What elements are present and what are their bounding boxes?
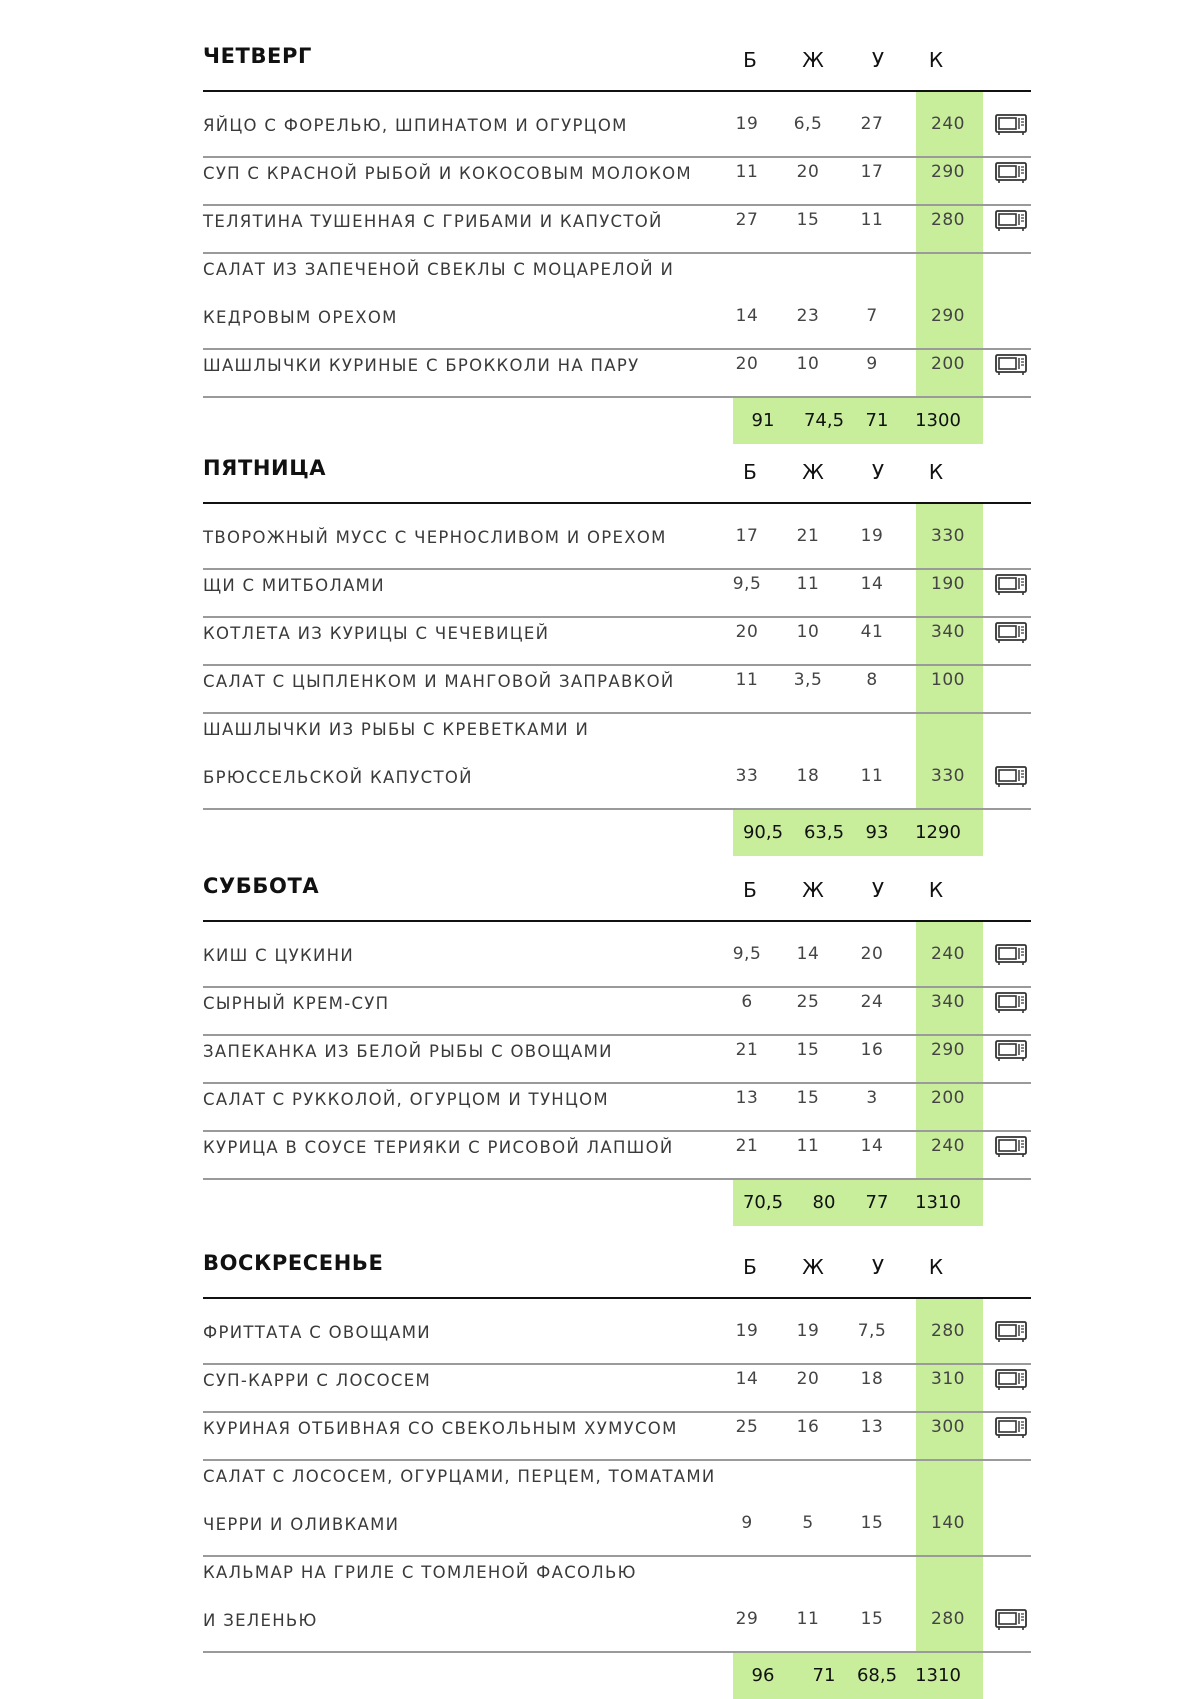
calories-value: 290: [931, 162, 965, 182]
microwave-icon: [995, 1321, 1027, 1343]
header-fat: Ж: [802, 460, 824, 484]
dish-name-line: ТВОРОЖНЫЙ МУСС С ЧЕРНОСЛИВОМ И ОРЕХОМ: [203, 528, 667, 547]
dish-row: [203, 1132, 1031, 1180]
fat-value: 14: [796, 944, 820, 964]
dish-name: [203, 198, 723, 246]
carbs-value: 7: [866, 306, 878, 326]
microwave-icon: [995, 992, 1027, 1014]
fat-value: 15: [796, 1040, 820, 1060]
dish-name: [203, 706, 723, 802]
microwave-icon: [995, 574, 1027, 596]
total-carbs: 77: [865, 1192, 889, 1213]
microwave-icon: [995, 210, 1027, 232]
carbs-value: 15: [860, 1513, 884, 1533]
dish-row: [203, 1557, 1031, 1653]
total-calories: 1290: [915, 822, 961, 843]
day-title: ПЯТНИЦА: [203, 456, 327, 480]
dish-name: [203, 102, 723, 150]
day-header: [203, 868, 1031, 920]
dish-name: [203, 342, 723, 390]
calories-value: 200: [931, 354, 965, 374]
microwave-icon: [995, 1369, 1027, 1391]
carbs-value: 16: [860, 1040, 884, 1060]
total-protein: 70,5: [742, 1192, 784, 1213]
dish-name: [203, 658, 723, 706]
carbs-value: 14: [860, 1136, 884, 1156]
fat-value: 16: [796, 1417, 820, 1437]
protein-value: 6: [741, 992, 753, 1012]
dish-name-line: ШАШЛЫЧКИ ИЗ РЫБЫ С КРЕВЕТКАМИ И: [203, 720, 590, 739]
total-fat: 71: [812, 1665, 836, 1686]
calories-value: 310: [931, 1369, 965, 1389]
header-fat: Ж: [802, 48, 824, 72]
header-carbs: У: [871, 1255, 885, 1279]
carbs-value: 9: [866, 354, 878, 374]
dish-name: [203, 1028, 723, 1076]
carbs-value: 17: [860, 162, 884, 182]
microwave-icon: [995, 1040, 1027, 1062]
calories-value: 290: [931, 1040, 965, 1060]
carbs-value: 11: [860, 210, 884, 230]
dish-name-line: САЛАТ ИЗ ЗАПЕЧЕНОЙ СВЕКЛЫ С МОЦАРЕЛОЙ И: [203, 260, 675, 279]
protein-value: 21: [735, 1040, 759, 1060]
fat-value: 23: [796, 306, 820, 326]
total-carbs: 68,5: [856, 1665, 898, 1686]
carbs-value: 11: [860, 766, 884, 786]
fat-value: 15: [796, 210, 820, 230]
carbs-value: 14: [860, 574, 884, 594]
dish-name-line: И ЗЕЛЕНЬЮ: [203, 1611, 318, 1630]
carbs-value: 3: [866, 1088, 878, 1108]
calories-value: 280: [931, 1609, 965, 1629]
protein-value: 14: [735, 306, 759, 326]
protein-value: 19: [735, 1321, 759, 1341]
dish-row: [203, 714, 1031, 810]
dish-name: [203, 610, 723, 658]
protein-value: 29: [735, 1609, 759, 1629]
protein-value: 9: [741, 1513, 753, 1533]
day-header: [203, 1245, 1031, 1297]
day-title: ВОСКРЕСЕНЬЕ: [203, 1251, 384, 1275]
dish-name: [203, 980, 723, 1028]
fat-value: 10: [796, 354, 820, 374]
header-calories: К: [928, 878, 944, 902]
header-rule: [203, 1297, 1031, 1299]
header-rule: [203, 90, 1031, 92]
microwave-icon: [995, 766, 1027, 788]
calories-value: 240: [931, 944, 965, 964]
carbs-value: 8: [866, 670, 878, 690]
day-header: [203, 38, 1031, 90]
fat-value: 19: [796, 1321, 820, 1341]
header-carbs: У: [871, 878, 885, 902]
dish-name-line: СУП-КАРРИ С ЛОСОСЕМ: [203, 1371, 431, 1390]
dish-name: [203, 1453, 723, 1549]
dish-name-line: САЛАТ С РУККОЛОЙ, ОГУРЦОМ И ТУНЦОМ: [203, 1090, 609, 1109]
total-fat: 74,5: [803, 410, 845, 431]
day-totals: [733, 1180, 983, 1226]
total-carbs: 71: [865, 410, 889, 431]
fat-value: 20: [796, 1369, 820, 1389]
microwave-icon: [995, 944, 1027, 966]
fat-value: 15: [796, 1088, 820, 1108]
protein-value: 11: [735, 670, 759, 690]
dish-name-line: ЧЕРРИ И ОЛИВКАМИ: [203, 1515, 400, 1534]
dish-name: [203, 514, 723, 562]
calories-value: 330: [931, 526, 965, 546]
dish-name: [203, 1549, 723, 1645]
carbs-value: 20: [860, 944, 884, 964]
total-calories: 1310: [915, 1192, 961, 1213]
dish-name: [203, 1309, 723, 1357]
day-totals: [733, 1653, 983, 1699]
dish-name-line: КЕДРОВЫМ ОРЕХОМ: [203, 308, 398, 327]
carbs-value: 19: [860, 526, 884, 546]
dish-name: [203, 932, 723, 980]
fat-value: 5: [802, 1513, 814, 1533]
protein-value: 11: [735, 162, 759, 182]
dish-name-line: ЩИ С МИТБОЛАМИ: [203, 576, 385, 595]
dish-name-line: ТЕЛЯТИНА ТУШЕННАЯ С ГРИБАМИ И КАПУСТОЙ: [203, 212, 663, 231]
dish-row: [203, 350, 1031, 398]
dish-name-line: СУП С КРАСНОЙ РЫБОЙ И КОКОСОВЫМ МОЛОКОМ: [203, 164, 692, 183]
total-protein: 90,5: [742, 822, 784, 843]
header-calories: К: [928, 48, 944, 72]
fat-value: 11: [796, 1136, 820, 1156]
total-fat: 63,5: [803, 822, 845, 843]
header-calories: К: [928, 1255, 944, 1279]
total-protein: 91: [751, 410, 775, 431]
dish-name-line: СЫРНЫЙ КРЕМ-СУП: [203, 994, 390, 1013]
protein-value: 27: [735, 210, 759, 230]
calories-value: 240: [931, 114, 965, 134]
dish-name-line: ФРИТТАТА С ОВОЩАМИ: [203, 1323, 431, 1342]
total-protein: 96: [751, 1665, 775, 1686]
fat-value: 20: [796, 162, 820, 182]
protein-value: 13: [735, 1088, 759, 1108]
calories-value: 280: [931, 1321, 965, 1341]
calories-value: 280: [931, 210, 965, 230]
dish-name-line: КИШ С ЦУКИНИ: [203, 946, 354, 965]
total-calories: 1300: [915, 410, 961, 431]
carbs-value: 24: [860, 992, 884, 1012]
header-protein: Б: [743, 1255, 757, 1279]
calories-value: 300: [931, 1417, 965, 1437]
header-protein: Б: [743, 48, 757, 72]
protein-value: 20: [735, 622, 759, 642]
protein-value: 17: [735, 526, 759, 546]
fat-value: 18: [796, 766, 820, 786]
day-totals: [733, 398, 983, 444]
day-header: [203, 450, 1031, 502]
protein-value: 21: [735, 1136, 759, 1156]
header-carbs: У: [871, 460, 885, 484]
carbs-value: 15: [860, 1609, 884, 1629]
dish-row: [203, 254, 1031, 350]
header-protein: Б: [743, 460, 757, 484]
header-rule: [203, 502, 1031, 504]
dish-name: [203, 562, 723, 610]
fat-value: 11: [796, 574, 820, 594]
microwave-icon: [995, 354, 1027, 376]
dish-name: [203, 1124, 723, 1172]
dish-row: [203, 1461, 1031, 1557]
protein-value: 9,5: [732, 944, 762, 964]
header-fat: Ж: [802, 1255, 824, 1279]
dish-name: [203, 1076, 723, 1124]
microwave-icon: [995, 1136, 1027, 1158]
calories-value: 100: [931, 670, 965, 690]
day-title: СУББОТА: [203, 874, 320, 898]
header-rule: [203, 920, 1031, 922]
total-carbs: 93: [865, 822, 889, 843]
calories-value: 290: [931, 306, 965, 326]
carbs-value: 7,5: [857, 1321, 887, 1341]
dish-name: [203, 1357, 723, 1405]
calories-value: 330: [931, 766, 965, 786]
calories-value: 190: [931, 574, 965, 594]
dish-name: [203, 246, 723, 342]
carbs-value: 13: [860, 1417, 884, 1437]
microwave-icon: [995, 622, 1027, 644]
day-totals: [733, 810, 983, 856]
calories-value: 200: [931, 1088, 965, 1108]
carbs-value: 18: [860, 1369, 884, 1389]
protein-value: 20: [735, 354, 759, 374]
microwave-icon: [995, 162, 1027, 184]
calories-value: 240: [931, 1136, 965, 1156]
calories-value: 140: [931, 1513, 965, 1533]
microwave-icon: [995, 114, 1027, 136]
header-carbs: У: [871, 48, 885, 72]
carbs-value: 27: [860, 114, 884, 134]
calories-value: 340: [931, 992, 965, 1012]
fat-value: 6,5: [793, 114, 823, 134]
dish-name-line: САЛАТ С ЛОСОСЕМ, ОГУРЦАМИ, ПЕРЦЕМ, ТОМАТАМИ: [203, 1467, 716, 1486]
dish-name-line: КОТЛЕТА ИЗ КУРИЦЫ С ЧЕЧЕВИЦЕЙ: [203, 624, 550, 643]
dish-name-line: КУРИЦА В СОУСЕ ТЕРИЯКИ С РИСОВОЙ ЛАПШОЙ: [203, 1138, 674, 1157]
dish-name: [203, 1405, 723, 1453]
total-fat: 80: [812, 1192, 836, 1213]
fat-value: 11: [796, 1609, 820, 1629]
dish-name-line: ШАШЛЫЧКИ КУРИНЫЕ С БРОККОЛИ НА ПАРУ: [203, 356, 640, 375]
fat-value: 10: [796, 622, 820, 642]
dish-name: [203, 150, 723, 198]
microwave-icon: [995, 1609, 1027, 1631]
dish-name-line: КУРИНАЯ ОТБИВНАЯ СО СВЕКОЛЬНЫМ ХУМУСОМ: [203, 1419, 678, 1438]
day-title: ЧЕТВЕРГ: [203, 44, 312, 68]
carbs-value: 41: [860, 622, 884, 642]
total-calories: 1310: [915, 1665, 961, 1686]
calories-value: 340: [931, 622, 965, 642]
fat-value: 25: [796, 992, 820, 1012]
protein-value: 9,5: [732, 574, 762, 594]
dish-name-line: БРЮССЕЛЬСКОЙ КАПУСТОЙ: [203, 768, 473, 787]
fat-value: 21: [796, 526, 820, 546]
protein-value: 33: [735, 766, 759, 786]
dish-name-line: КАЛЬМАР НА ГРИЛЕ С ТОМЛЕНОЙ ФАСОЛЬЮ: [203, 1563, 637, 1582]
fat-value: 3,5: [793, 670, 823, 690]
header-protein: Б: [743, 878, 757, 902]
header-calories: К: [928, 460, 944, 484]
header-fat: Ж: [802, 878, 824, 902]
protein-value: 14: [735, 1369, 759, 1389]
microwave-icon: [995, 1417, 1027, 1439]
dish-name-line: ЯЙЦО С ФОРЕЛЬЮ, ШПИНАТОМ И ОГУРЦОМ: [203, 116, 628, 135]
dish-name-line: САЛАТ С ЦЫПЛЕНКОМ И МАНГОВОЙ ЗАПРАВКОЙ: [203, 672, 675, 691]
protein-value: 25: [735, 1417, 759, 1437]
dish-name-line: ЗАПЕКАНКА ИЗ БЕЛОЙ РЫБЫ С ОВОЩАМИ: [203, 1042, 613, 1061]
protein-value: 19: [735, 114, 759, 134]
